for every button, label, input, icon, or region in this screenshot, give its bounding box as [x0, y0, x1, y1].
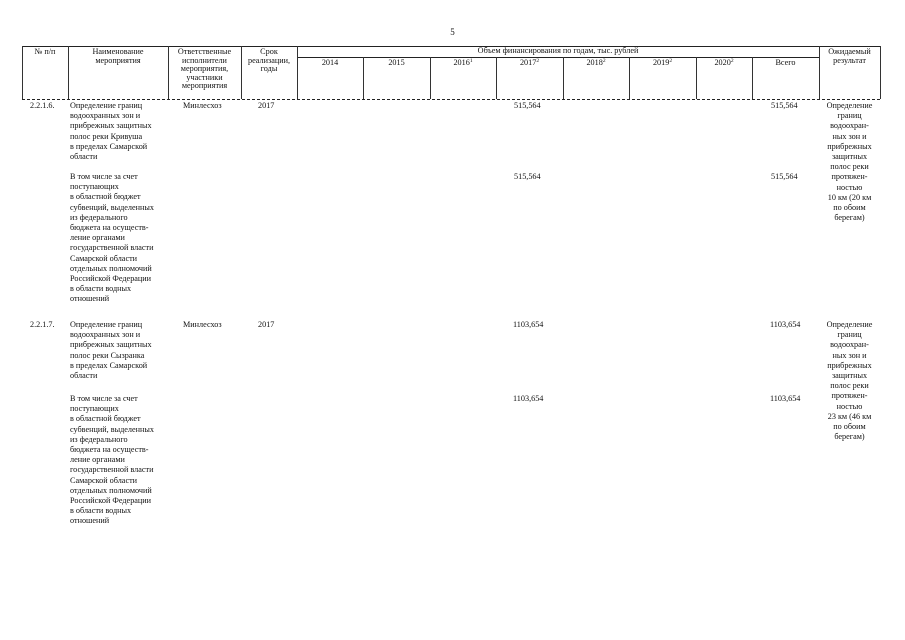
header-year-2016: 2016$^1$ — [453, 58, 473, 67]
page-number: 5 — [450, 27, 455, 37]
header-year-2014: 2014 — [321, 58, 339, 67]
row-2-amount-2017: 1103,654 — [513, 320, 544, 329]
row-1-total: 515,564 — [771, 101, 798, 110]
row-1-sub-total: 515,564 — [771, 172, 798, 181]
row-2-total: 1103,654 — [770, 320, 801, 329]
row-1-term: 2017 — [258, 101, 275, 110]
header-bottom-border — [22, 99, 880, 100]
row-2-term: 2017 — [258, 320, 275, 329]
row-1-name: Определение границ водоохранных зон и прибрежных защитных полос реки Кривуша в пределах Самарской области — [70, 101, 152, 162]
row-1-subname: В том числе за счет поступающих в областной бюджет субвенций, выделенных из федерального бюджета на осуществ- ление органами государственной власти Самарской области отдельных полномочий Российской Федерации в области водных отношений — [70, 172, 154, 304]
row-2-responsible: Минлесхоз — [183, 320, 222, 329]
row-1-amount-2017: 515,564 — [514, 101, 541, 110]
row-2-result: Определение границ водоохран- ных зон и прибрежных защитных полос реки протяжен- ностью 23 км (46 км по обоим берегам) — [826, 320, 873, 442]
header-year-2018: 2018$^2$ — [586, 58, 606, 67]
header-year-2019: 2019$^2$ — [652, 58, 673, 67]
row-1-sub-amount-2017: 515,564 — [514, 172, 541, 181]
financing-subheader-border — [297, 57, 819, 58]
header-num: № п/п — [34, 47, 56, 56]
header-year-2020: 2020$^2$ — [714, 58, 734, 67]
row-2-subname: В том числе за счет поступающих в областной бюджет субвенций, выделенных из федерального бюджета на осуществ- ление органами государственной власти Самарской области отдельных полномочий Российской Федерации в области водных отношений — [70, 394, 154, 526]
header-financing: Объем финансирования по годам, тыс. рублей — [477, 46, 639, 55]
row-2-sub-total: 1103,654 — [770, 394, 801, 403]
row-1-num: 2.2.1.6. — [30, 101, 55, 110]
header-year-2017: 2017$^2$ — [519, 58, 540, 67]
col-divider — [880, 46, 881, 99]
row-2-num: 2.2.1.7. — [30, 320, 55, 329]
header-name: Наименование мероприятия — [92, 47, 144, 65]
header-responsible: Ответственные исполнители мероприятия, участники мероприятия — [177, 47, 232, 91]
header-year-2015: 2015 — [388, 58, 405, 67]
row-1-responsible: Минлесхоз — [183, 101, 222, 110]
header-total: Всего — [775, 58, 796, 67]
header-term: Срок реализации, годы — [247, 47, 291, 74]
row-2-sub-amount-2017: 1103,654 — [513, 394, 544, 403]
row-1-result: Определение границ водоохран- ных зон и прибрежных защитных полос реки протяжен- ностью 10 км (20 км по обоим берегам) — [826, 101, 873, 223]
header-result: Ожидаемый результат — [828, 47, 871, 65]
row-2-name: Определение границ водоохранных зон и прибрежных защитных полос реки Сызранка в пределах Самарской области — [70, 320, 152, 381]
